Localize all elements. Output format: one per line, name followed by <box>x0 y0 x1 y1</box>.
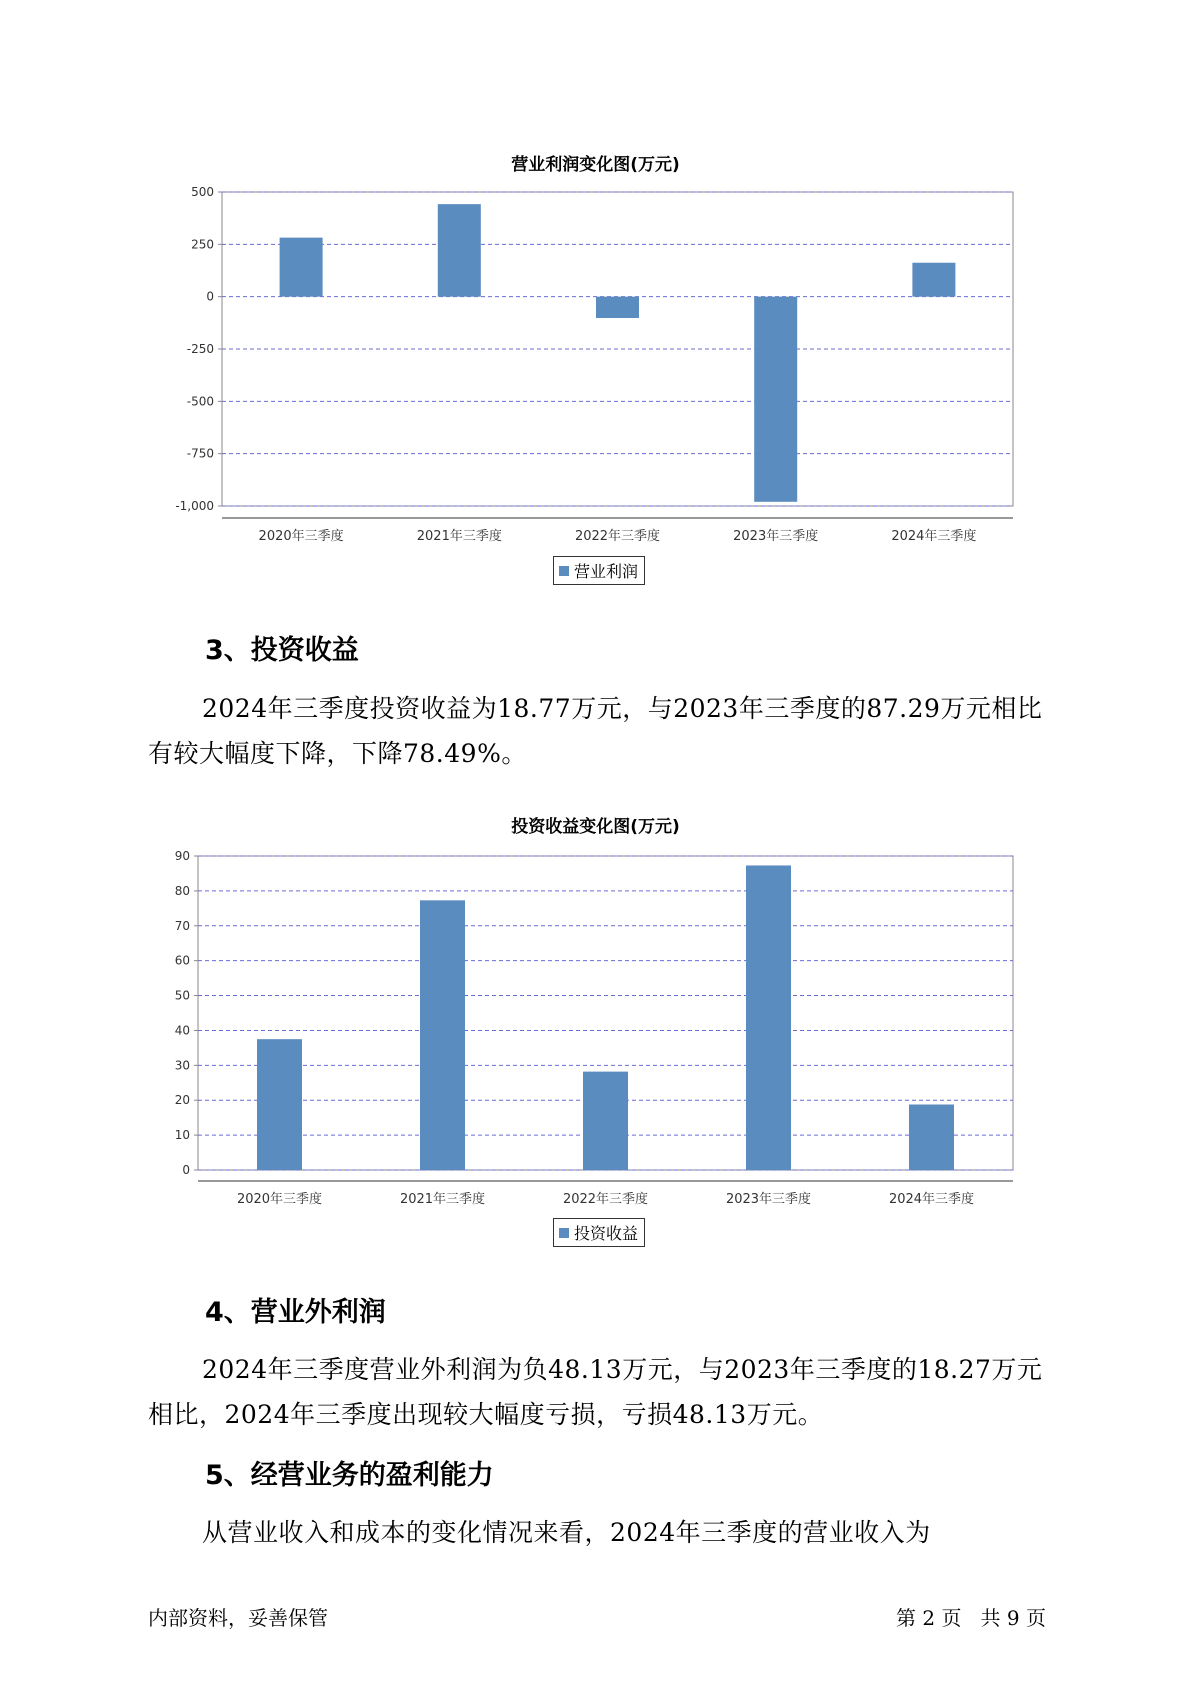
bar-2022年三季度 <box>583 1072 628 1170</box>
x-tick-label: 2020年三季度 <box>258 529 344 544</box>
y-tick-label: -250 <box>186 342 214 356</box>
x-tick-label: 2023年三季度 <box>733 529 819 544</box>
chart2-legend-label: 投资收益 <box>574 1224 639 1243</box>
x-tick-label: 2024年三季度 <box>888 1192 975 1207</box>
y-tick-label: 80 <box>174 883 190 898</box>
y-tick-label: 60 <box>174 953 190 968</box>
chart2-title: 投资收益变化图(万元) <box>511 817 680 837</box>
chart2-legend <box>553 1218 645 1247</box>
x-tick-label: 2022年三季度 <box>574 529 661 544</box>
y-tick-label: 50 <box>174 988 190 1003</box>
y-tick-label: 40 <box>174 1023 190 1038</box>
x-tick-label: 2024年三季度 <box>891 529 977 544</box>
x-tick-label: 2020年三季度 <box>236 1192 323 1207</box>
footer-left: 内部资料，妥善保管 <box>148 1606 328 1630</box>
section4-heading: 4、营业外利润 <box>205 1297 386 1328</box>
x-tick-label: 2021年三季度 <box>399 1192 486 1207</box>
y-tick-label: -1,000 <box>175 499 214 513</box>
y-tick-label: 250 <box>191 237 214 252</box>
y-tick-label: 20 <box>174 1093 190 1108</box>
x-tick-label: 2022年三季度 <box>562 1192 649 1207</box>
bar-2023年三季度 <box>746 865 791 1170</box>
y-tick-label: -750 <box>186 446 214 461</box>
section5-heading: 5、经营业务的盈利能力 <box>205 1460 494 1491</box>
bar-2024年三季度 <box>909 1105 954 1170</box>
chart1-title: 营业利润变化图(万元) <box>511 155 680 175</box>
y-tick-label: 500 <box>191 185 214 199</box>
y-tick-label: 30 <box>174 1058 190 1073</box>
x-tick-label: 2023年三季度 <box>725 1192 812 1207</box>
section4-paragraph: 2024年三季度营业外利润为负48.13万元，与2023年三季度的18.27万元相比，2024年三季度出现较大幅度亏损，亏损48.13万元。 <box>148 1355 1043 1429</box>
y-tick-label: 0 <box>206 289 214 304</box>
x-tick-label: 2021年三季度 <box>416 529 502 544</box>
legend-swatch <box>559 1228 569 1238</box>
section3-paragraph: 2024年三季度投资收益为18.77万元，与2023年三季度的87.29万元相比有较大幅度下降，下降78.49%。 <box>148 694 1043 768</box>
chart1-legend-label: 营业利润 <box>574 562 639 581</box>
section3-heading: 3、投资收益 <box>205 635 359 666</box>
bar-2020年三季度 <box>257 1039 302 1170</box>
y-tick-label: 90 <box>174 849 190 863</box>
section5-paragraph: 从营业收入和成本的变化情况来看，2024年三季度的营业收入为 <box>202 1518 931 1547</box>
y-tick-label: 10 <box>174 1128 190 1143</box>
y-tick-label: -500 <box>186 394 214 409</box>
footer-right: 第 2 页 共 9 页 <box>896 1606 1046 1630</box>
y-tick-label: 0 <box>182 1163 190 1177</box>
y-tick-label: 70 <box>174 918 190 933</box>
bar-2021年三季度 <box>420 900 465 1170</box>
